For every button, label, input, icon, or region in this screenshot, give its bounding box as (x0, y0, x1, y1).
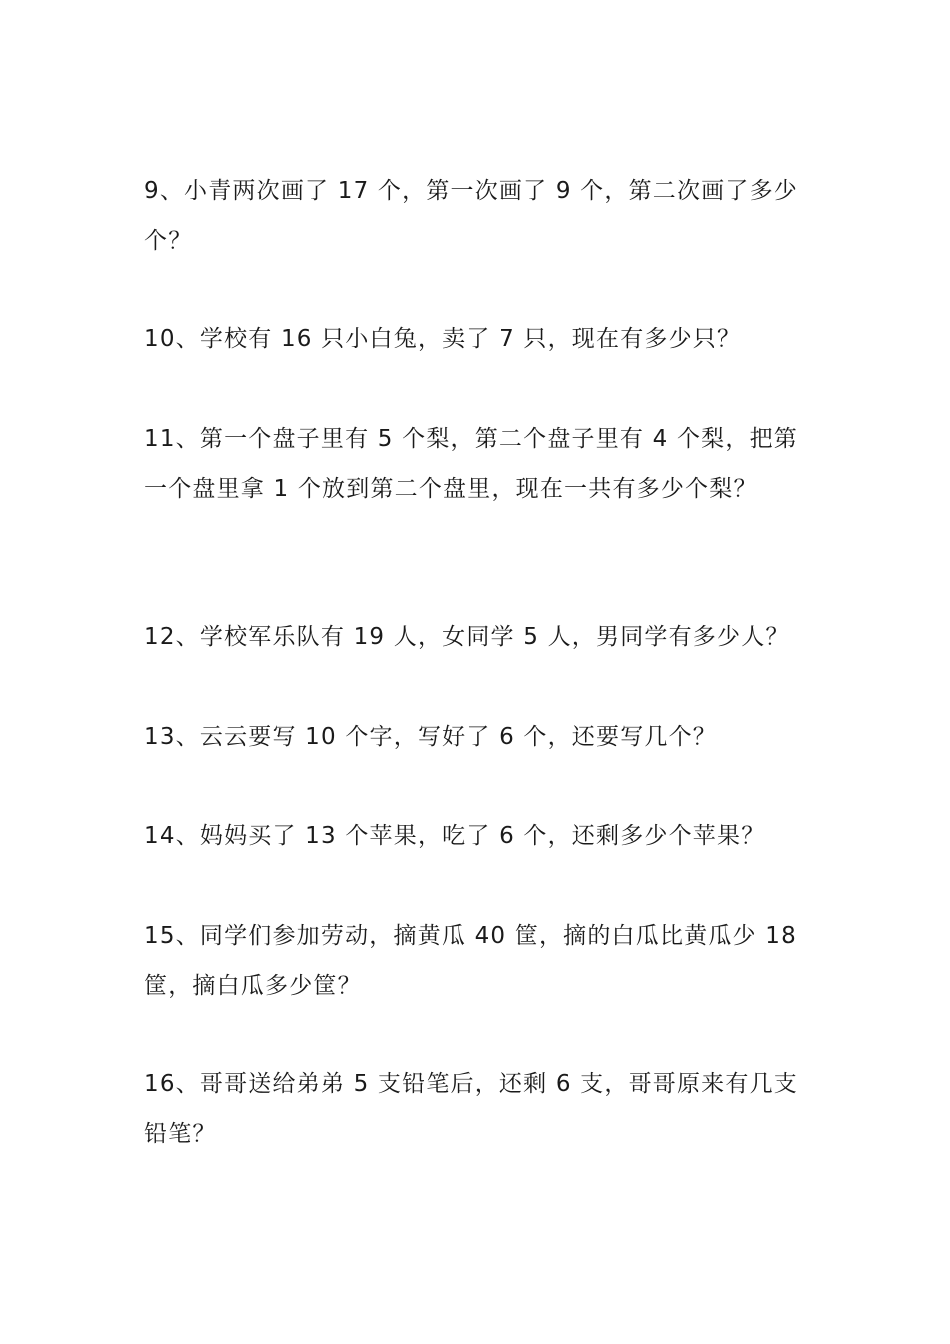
problem-15: 15、同学们参加劳动，摘黄瓜 40 筐，摘的白瓜比黄瓜少 18 筐，摘白瓜多少筐？ (144, 923, 797, 999)
problem-10: 10、学校有 16 只小白兔，卖了 7 只，现在有多少只？ (144, 326, 742, 352)
problem-13: 13、云云要写 10 个字，写好了 6 个，还要写几个？ (144, 724, 718, 750)
problem-12: 12、学校军乐队有 19 人，女同学 5 人，男同学有多少人？ (144, 624, 790, 650)
problem-14: 14、妈妈买了 13 个苹果，吃了 6 个，还剩多少个苹果？ (144, 823, 766, 849)
problem-11: 11、第一个盘子里有 5 个梨，第二个盘子里有 4 个梨，把第一个盘里拿 1 个放到第二个盘里，现在一共有多少个梨？ (144, 426, 798, 502)
problem-9: 9、小青两次画了 17 个，第一次画了 9 个，第二次画了多少个？ (144, 178, 798, 254)
problem-16: 16、哥哥送给弟弟 5 支铅笔后，还剩 6 支，哥哥原来有几支铅笔？ (144, 1071, 798, 1147)
